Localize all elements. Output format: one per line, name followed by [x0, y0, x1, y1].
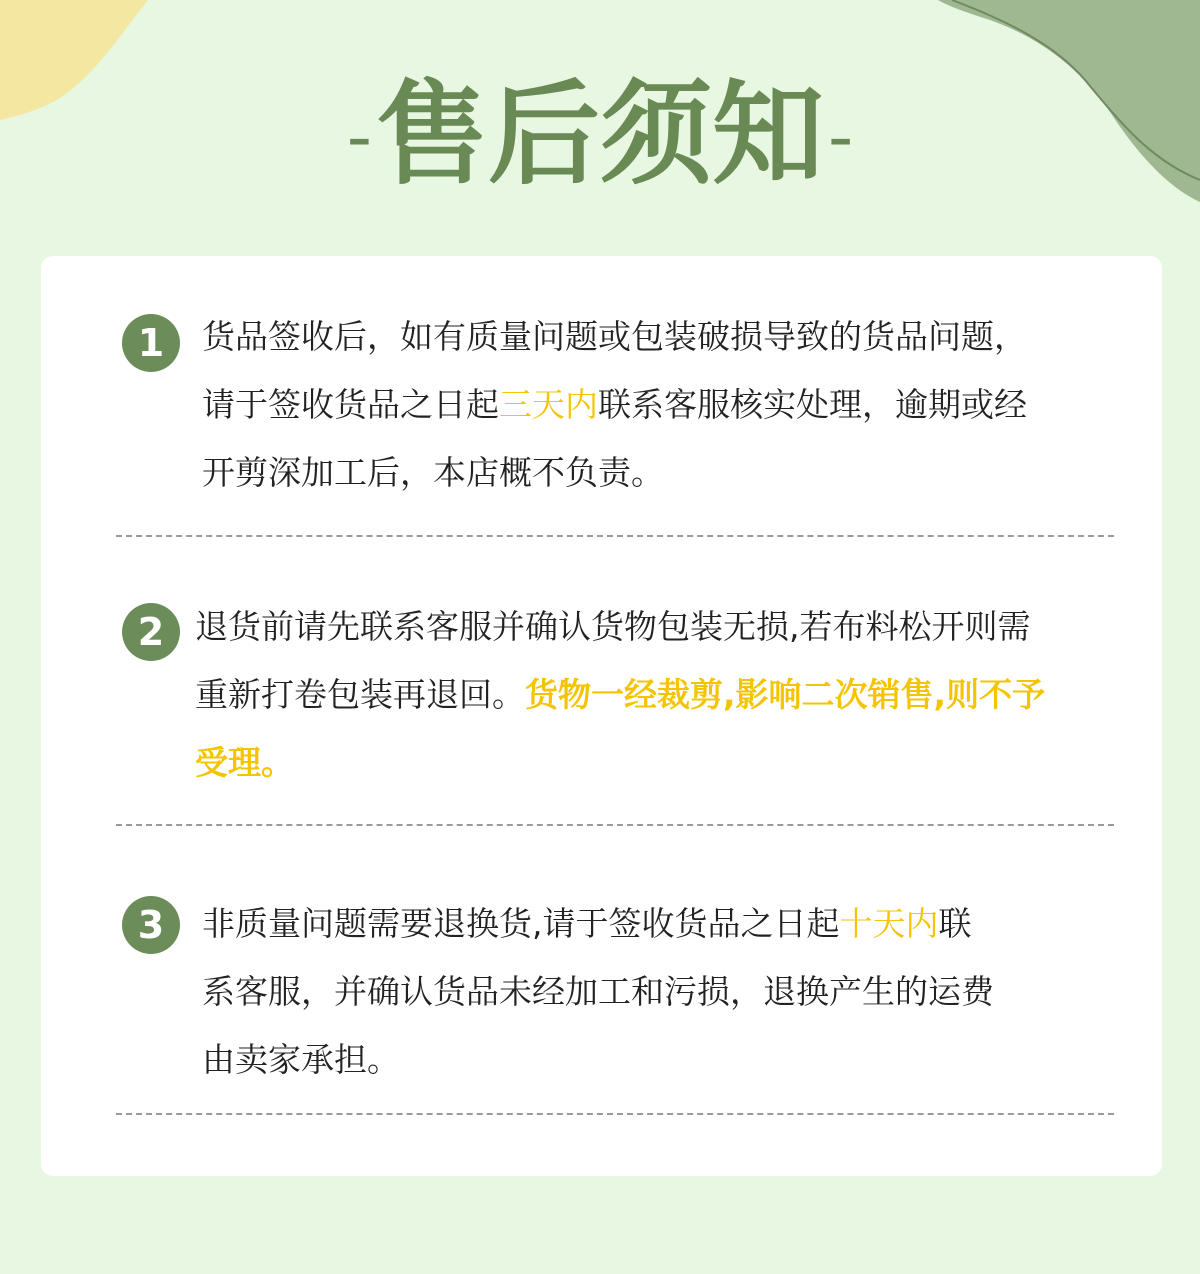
highlight-three-days: 三天内 [499, 385, 598, 424]
notice-3-line-3: 由卖家承担。 [202, 1040, 400, 1079]
notice-card [41, 256, 1162, 1176]
notice-1-line-3: 开剪深加工后，本店概不负责。 [202, 453, 664, 492]
notice-3-line-2: 系客服，并确认货品未经加工和污损，退换产生的运费 [202, 972, 994, 1011]
highlight-ten-days: 十天内 [839, 904, 939, 943]
notice-item-1-text [202, 303, 1027, 507]
notice-item-2-text [195, 593, 1045, 797]
highlight-not-accepted: 受理。 [195, 743, 294, 782]
title-text: 售后须知 [376, 69, 824, 200]
dashed-divider-1 [116, 535, 1114, 537]
title-dash-right: - [828, 96, 854, 178]
notice-2-line-2: 重新打卷包装再退回。货物一经裁剪,影响二次销售,则不予 [195, 675, 1046, 714]
highlight-no-return: 货物一经裁剪,影响二次销售,则不予 [525, 675, 1046, 714]
dashed-divider-3 [116, 1113, 1114, 1115]
number-badge-3: 3 [122, 896, 180, 954]
notice-2-line-1: 退货前请先联系客服并确认货物包装无损,若布料松开则需 [195, 607, 1031, 646]
notice-1-line-2: 请于签收货品之日起三天内联系客服核实处理，逾期或经 [202, 385, 1027, 424]
notice-2-line-3 [195, 729, 1045, 797]
page-title [0, 70, 1200, 202]
notice-1-line-1: 货品签收后，如有质量问题或包装破损导致的货品问题， [202, 317, 1027, 356]
number-badge-1: 1 [122, 314, 180, 372]
title-dash-left: - [346, 96, 372, 178]
notice-3-line-1: 非质量问题需要退换货,请于签收货品之日起十天内联 [202, 904, 972, 943]
dashed-divider-2 [116, 824, 1114, 826]
notice-item-3-text [202, 890, 994, 1094]
number-badge-2: 2 [122, 603, 180, 661]
